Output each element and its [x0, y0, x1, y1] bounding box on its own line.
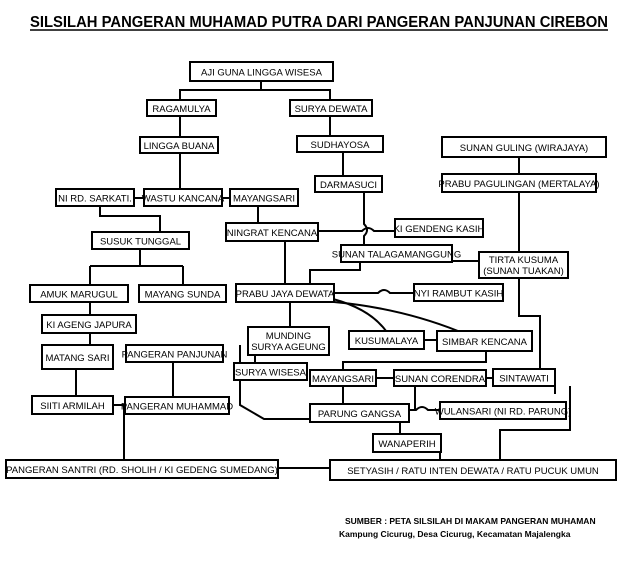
node-darmasuci — [315, 176, 382, 192]
node-label: SURYA WISESA — [235, 367, 306, 379]
node-pangeran-santri — [6, 460, 278, 478]
node-label: MAYANG SUNDA — [144, 289, 221, 301]
node-label: WASTU KANCANA — [141, 193, 225, 205]
edge-sintawati-setyasih — [500, 386, 570, 460]
node-pangeran-muhammad — [121, 397, 233, 414]
edge-prabu-nyi-rambut — [334, 290, 414, 293]
node-label: PANGERAN MUHAMMAD — [120, 401, 234, 413]
node-amuk-marugul — [30, 285, 128, 302]
node-wulansari — [435, 402, 572, 419]
node-matang-sari — [42, 345, 113, 369]
node-label: NI RD. SARKATI. — [58, 193, 132, 205]
edge-sarkati-susuk — [100, 206, 160, 232]
node-lingga-buana — [140, 137, 218, 153]
node-label: MAYANGSARI — [312, 374, 374, 385]
node-label: NYI RAMBUT KASIH — [413, 288, 504, 300]
node-label: MAYANGSARI — [233, 193, 295, 205]
node-label: (SUNAN TUAKAN) — [483, 266, 564, 277]
node-sudhayosa — [297, 136, 383, 152]
node-nyi-rambut-kasih — [414, 284, 504, 301]
edge-susuk-children — [90, 249, 183, 285]
node-label: PARUNG GANGSA — [317, 409, 402, 420]
node-sunan-guling — [442, 137, 606, 157]
node-label: LINGGA BUANA — [143, 141, 215, 152]
node-label: SIMBAR KENCANA — [442, 337, 527, 348]
node-label: DARMASUCI — [319, 180, 378, 191]
node-sintawati — [493, 369, 555, 386]
node-label: MUNDING — [265, 331, 312, 342]
node-label: MATANG SARI — [45, 353, 110, 364]
node-ki-gendeng-kasih — [394, 219, 485, 237]
node-ragamulya — [147, 100, 216, 116]
node-simbar-kencana — [437, 331, 532, 351]
node-label: SETYASIH / RATU INTEN DEWATA / RATU PUCUK UMUN — [347, 466, 599, 477]
node-label: SUNAN TALAGAMANGGUNG — [331, 249, 462, 261]
node-label: AJI GUNA LINGGA WISESA — [201, 67, 322, 79]
node-kusumalaya — [349, 331, 424, 349]
node-label: PANGERAN SANTRI (RD. SHOLIH / KI GEDENG SUMEDANG) — [6, 465, 278, 476]
node-ningrat-kencana — [226, 223, 318, 241]
node-pangeran-panjunan — [122, 345, 228, 362]
node-sunan-talagamanggung — [332, 245, 462, 262]
diagram-title: SILSILAH PANGERAN MUHAMAD PUTRA DARI PANGERAN PANJUNAN CIREBON — [30, 14, 608, 31]
edge-talaga-prabu — [310, 262, 398, 284]
node-setyasih — [330, 460, 616, 480]
node-label: SINTAWATI — [499, 373, 549, 385]
node-tirta-kusuma — [479, 252, 568, 278]
node-label: PANGERAN PANJUNAN — [121, 349, 228, 361]
node-ki-ageng-japura — [42, 315, 136, 333]
node-munding-surya-ageung — [248, 327, 329, 355]
node-label: SUNAN CORENDRA — [394, 374, 486, 385]
node-wastu-kancana — [142, 189, 225, 206]
node-label: SUSUK TUNGGAL — [99, 236, 182, 248]
node-surya-wisesa — [234, 363, 307, 380]
edge-ningrat-gendeng — [318, 228, 395, 231]
node-label: KUSUMALAYA — [354, 336, 419, 347]
node-label: RAGAMULYA — [152, 104, 211, 115]
node-label: WULANSARI (NI RD. PARUNG) — [434, 406, 572, 418]
node-prabu-jaya-dewata — [236, 284, 335, 302]
node-siti-armilah — [32, 396, 113, 414]
node-label: WANAPERIH — [378, 439, 436, 450]
edge-prabu-kusumalaya — [333, 299, 386, 331]
node-susuk-tunggal — [92, 232, 189, 249]
node-mayangsari-2 — [310, 370, 376, 386]
node-mayang-sunda — [139, 285, 226, 302]
node-sunan-corendra — [394, 370, 486, 386]
edge-simbar-mayangsari — [343, 351, 486, 370]
node-wanaperih — [373, 434, 441, 452]
edge-aji-children — [180, 81, 330, 101]
node-label: SIITI ARMILAH — [40, 401, 105, 412]
node-surya-dewata — [290, 100, 372, 116]
source-line-2: Kampung Cicurug, Desa Cicurug, Kecamatan Majalengka — [339, 529, 571, 539]
node-label: PRABU PAGULINGAN (MERTALAYA) — [438, 179, 600, 190]
node-parung-gangsa — [310, 404, 409, 422]
node-label: SUNAN GULING (WIRAJAYA) — [459, 143, 589, 154]
node-label: SURYA AGEUNG — [251, 342, 326, 353]
node-mayangsari-1 — [230, 189, 298, 206]
edge-tirta-sintawati — [519, 278, 540, 369]
node-label: SUDHAYOSA — [310, 140, 370, 151]
node-label: KI AGENG JAPURA — [46, 320, 132, 331]
node-label: AMUK MARUGUL — [40, 289, 118, 301]
node-ni-rd-sarkati — [56, 189, 134, 206]
node-prabu-pagulingan — [438, 174, 599, 192]
node-label: NINGRAT KENCANA — [226, 228, 318, 239]
source-line-1: SUMBER : PETA SILSILAH DI MAKAM PANGERAN MUHAMAN — [345, 516, 596, 526]
edge-darmasuci-talaga — [364, 192, 367, 245]
node-label: KI GENDENG KASIH — [393, 224, 485, 235]
node-aji-guna-lingga-wisesa — [190, 62, 333, 81]
node-label: TIRTA KUSUMA — [488, 255, 559, 266]
edge-munding-parung — [240, 345, 310, 419]
node-label: PRABU JAYA DEWATA — [235, 289, 335, 300]
node-label: SURYA DEWATA — [294, 104, 368, 115]
